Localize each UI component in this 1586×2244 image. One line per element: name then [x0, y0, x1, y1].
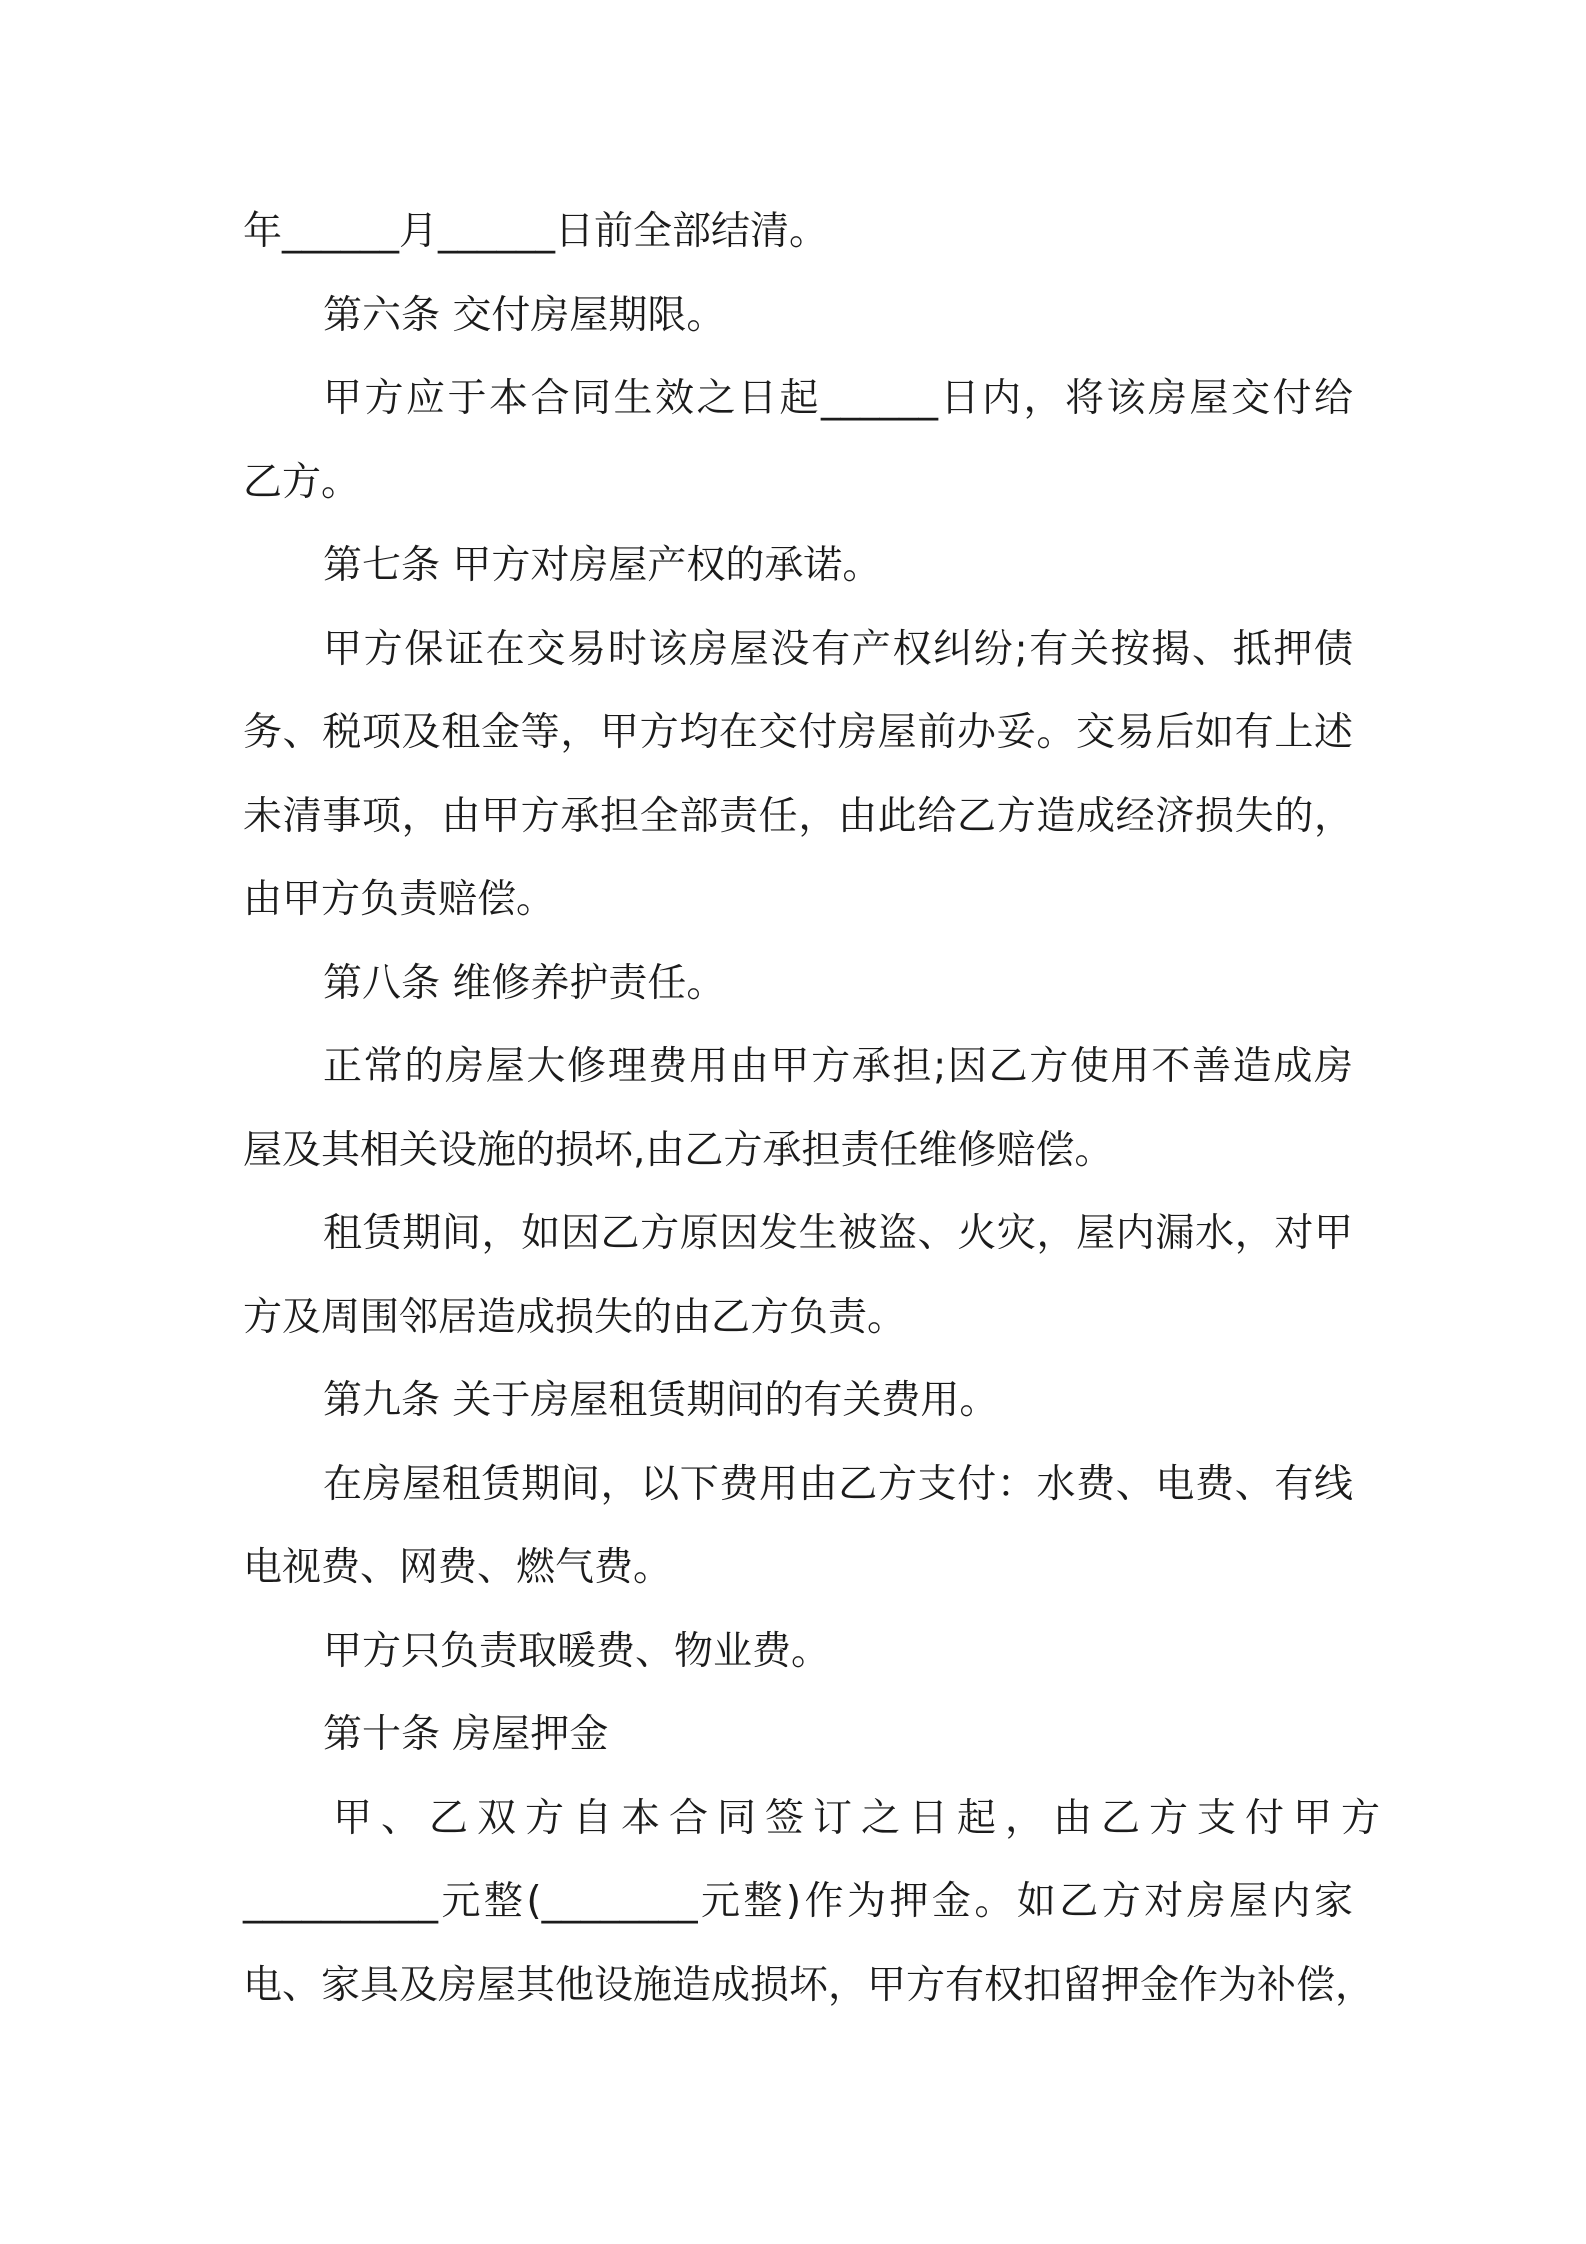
text-line: __________元整(________元整)作为押金。如乙方对房屋内家 [243, 1879, 1353, 1924]
text-line: 甲方应于本合同生效之日起______日内，将该房屋交付给 [323, 376, 1353, 421]
text-line: 屋及其相关设施的损坏,由乙方承担责任维修赔偿。 [243, 1127, 1114, 1173]
document-body [243, 190, 1390, 2027]
text-line: 未清事项，由甲方承担全部责任，由此给乙方造成经济损失的， [243, 793, 1353, 839]
text-line: 电、家具及房屋其他设施造成损坏，甲方有权扣留押金作为补偿， [243, 1962, 1375, 2008]
text-line: 租赁期间，如因乙方原因发生被盗、火灾，屋内漏水，对甲 [323, 1211, 1353, 1256]
article-9-heading: 第九条 关于房屋租赁期间的有关费用。 [323, 1378, 999, 1423]
text-line: 方及周围邻居造成损失的由乙方负责。 [243, 1294, 907, 1340]
text-line: 乙方。 [243, 459, 361, 505]
article-6-heading: 第六条 交付房屋期限。 [323, 292, 726, 338]
text-line: 年______月______日前全部结清。 [243, 209, 829, 254]
text-line: 由甲方负责赔偿。 [243, 877, 556, 922]
text-line: 正常的房屋大修理费用由甲方承担;因乙方使用不善造成房 [323, 1044, 1353, 1089]
text-line: 在房屋租赁期间，以下费用由乙方支付：水费、电费、有线 [323, 1461, 1353, 1507]
text-line: 甲方保证在交易时该房屋没有产权纠纷;有关按揭、抵押债 [323, 626, 1353, 672]
text-line: 务、税项及租金等，甲方均在交付房屋前办妥。交易后如有上述 [243, 710, 1353, 755]
article-10-heading: 第十条 房屋押金 [323, 1712, 609, 1757]
text-line: 甲、乙双方自本合同签订之日起，由乙方支付甲方 [333, 1795, 1390, 1841]
text-line: 甲方只负责取暖费、物业费。 [323, 1628, 831, 1674]
article-7-heading: 第七条 甲方对房屋产权的承诺。 [323, 543, 882, 588]
article-8-heading: 第八条 维修养护责任。 [323, 960, 726, 1006]
text-line: 电视费、网费、燃气费。 [243, 1545, 673, 1590]
